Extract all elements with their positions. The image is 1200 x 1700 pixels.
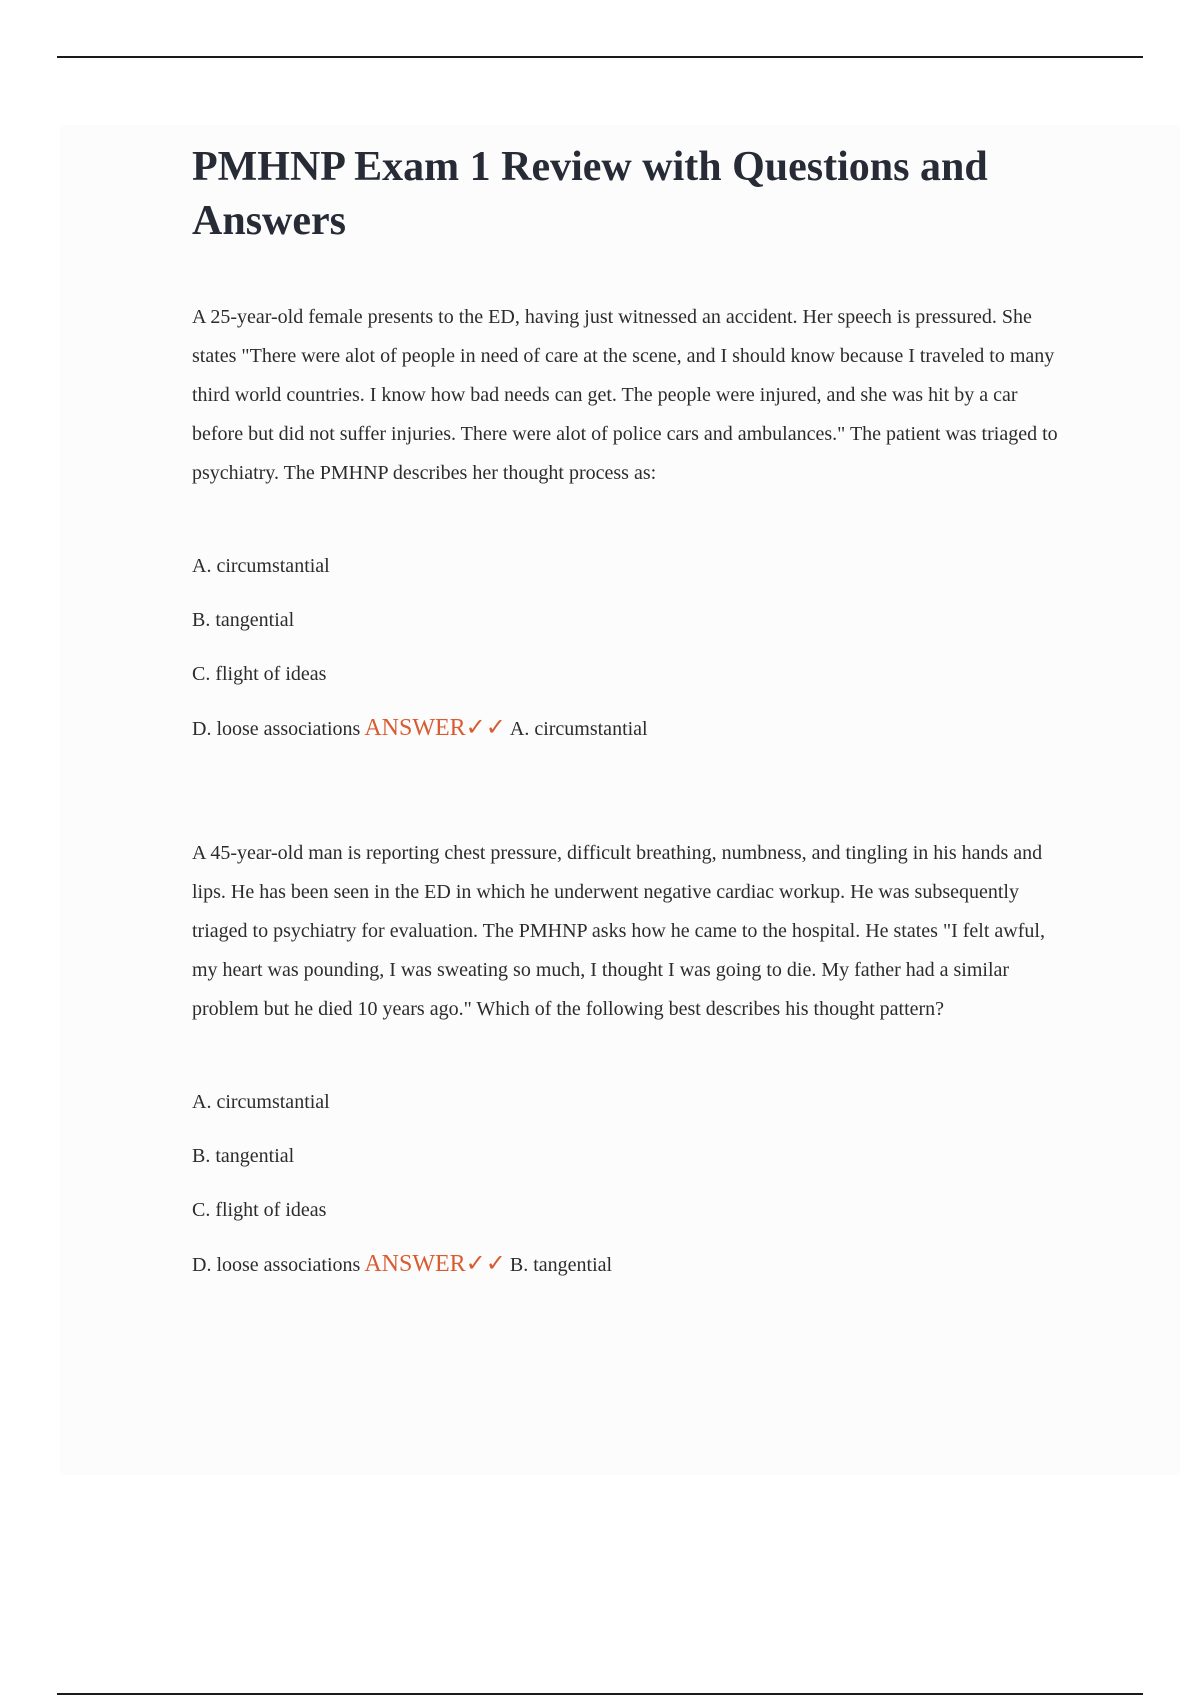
answer-value: A. circumstantial [509, 718, 648, 740]
option-item-with-answer [192, 1249, 1072, 1279]
header-rule [57, 56, 1143, 58]
option-item: C. flight of ideas [192, 663, 327, 685]
option-item-with-answer [192, 713, 1072, 743]
question-2-options [192, 1087, 1072, 1279]
question-block-2 [192, 834, 1072, 1279]
option-item: B. tangential [192, 1145, 295, 1167]
document-content [192, 140, 1072, 1279]
option-item: A. circumstantial [192, 555, 330, 577]
footer-rule [57, 1693, 1143, 1695]
option-item: A. circumstantial [192, 1091, 330, 1113]
option-item: B. tangential [192, 609, 295, 631]
question-2-text: A 45-year-old man is reporting chest pressure, difficult breathing, numbness, and tingling in his hands and lips. He has been seen in the ED in which he underwent negative cardiac workup. He was subsequently triaged to psychiatry for evaluation. The PMHNP asks how he came to the hospital. He states "I felt awful, my heart was pounding, I was sweating so much, I thought I was going to die. My father had a similar problem but he died 10 years ago." Which of the following best describes his thought pattern? [192, 842, 1045, 1020]
option-label: D. loose associations [192, 718, 361, 740]
option-item: C. flight of ideas [192, 1199, 327, 1221]
document-title: PMHNP Exam 1 Review with Questions and Answers [192, 144, 988, 244]
option-label: D. loose associations [192, 1254, 361, 1276]
answer-label: ANSWER✓✓ [364, 1251, 506, 1277]
question-1-text: A 25-year-old female presents to the ED, having just witnessed an accident. Her speech is pressured. She states "There were alot of people in need of care at the scene, and I should know because I traveled to many third world countries. I know how bad needs can get. The people were injured, and she was hit by a car before but did not suffer injuries. There were alot of police cars and ambulances." The patient was triaged to psychiatry. The PMHNP describes her thought process as: [192, 306, 1058, 484]
question-block-1 [192, 298, 1072, 743]
question-1-options [192, 551, 1072, 743]
answer-label: ANSWER✓✓ [364, 715, 506, 741]
answer-value: B. tangential [509, 1254, 613, 1276]
